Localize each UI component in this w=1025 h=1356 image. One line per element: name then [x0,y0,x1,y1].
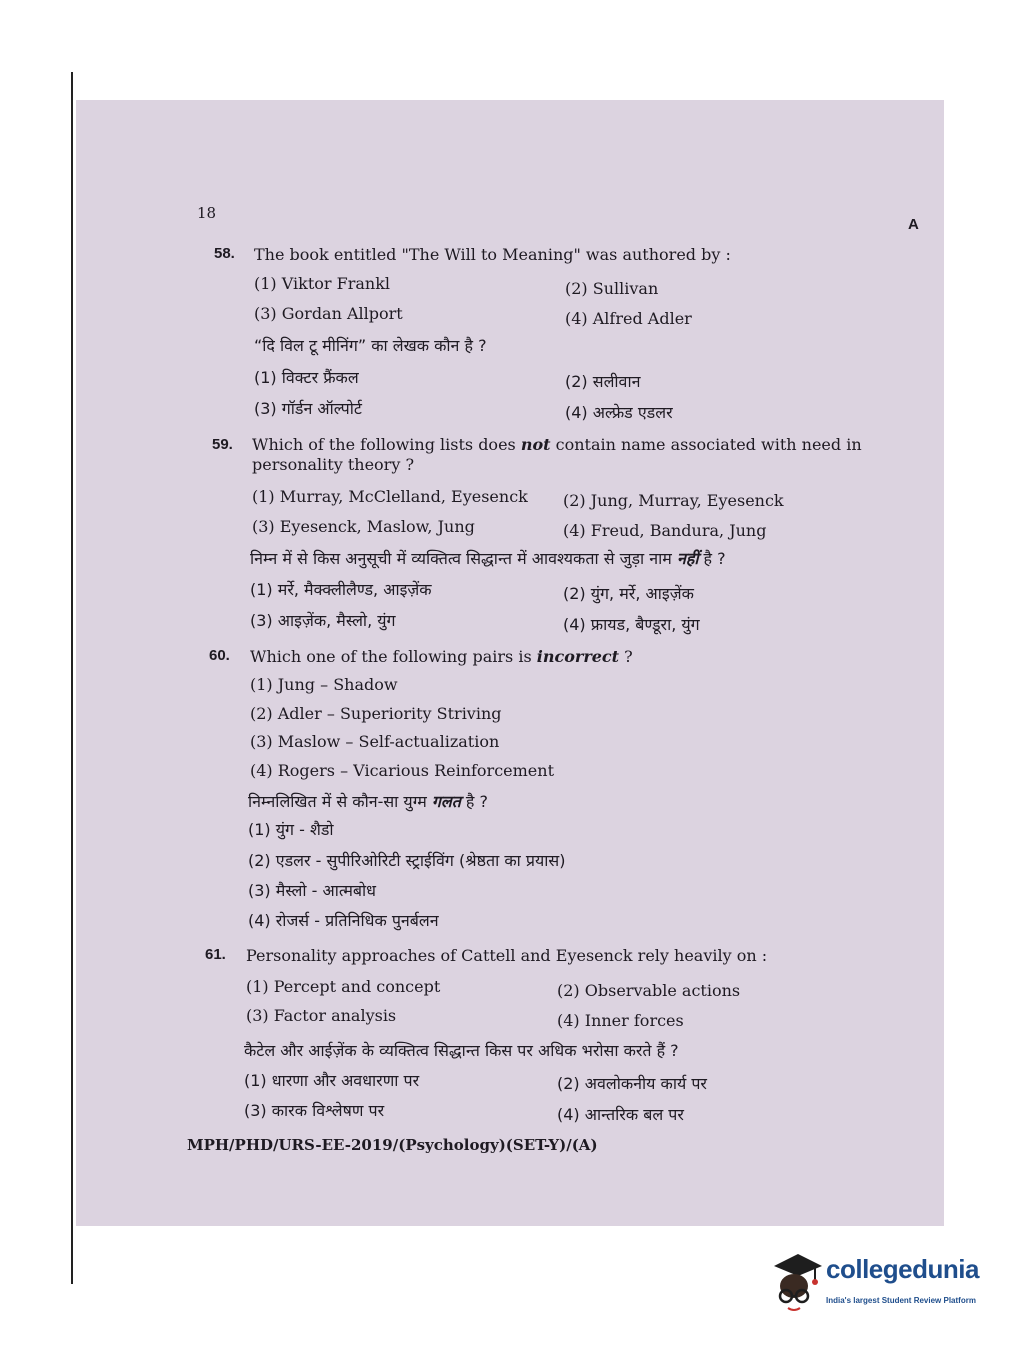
question-text-en: Which of the following lists does not contain name associated with need in personality theory ? [252,435,862,474]
option-hi: (1) धारणा और अवधारणा पर [244,1071,420,1090]
emphasis: not [520,435,551,454]
option-hi: (4) फ्रायड, बैण्डूरा, युंग [563,615,700,634]
option-hi: (2) युंग, मर्रे, आइज़ेंक [563,584,694,603]
set-letter: A [908,216,919,233]
option-en: (1) Jung – Shadow [250,675,398,694]
option-hi: (1) मर्रे, मैक्क्लीलैण्ड, आइज़ेंक [250,580,432,599]
option-hi: (4) अल्फ्रेड एडलर [565,403,673,422]
option-hi: (3) कारक विश्लेषण पर [244,1101,385,1120]
option-hi: (4) रोजर्स - प्रतिनिधिक पुनर्बलन [248,911,439,930]
option-hi: (3) आइज़ेंक, मैस्लो, युंग [250,611,396,630]
option-en: (2) Observable actions [557,981,741,1000]
option-en: (1) Percept and concept [246,977,441,996]
option-en: (3) Factor analysis [246,1006,397,1025]
option-en: (2) Adler – Superiority Striving [250,704,502,723]
question-text-hi: निम्नलिखित में से कौन-सा युग्म गलत है ? [248,792,488,811]
option-hi: (3) गॉर्डन ऑल्पोर्ट [254,399,362,418]
option-en: (1) Viktor Frankl [254,274,391,293]
option-en: (4) Freud, Bandura, Jung [563,521,767,540]
option-hi: (1) युंग - शैडो [248,820,334,839]
option-hi: (1) विक्टर फ्रैंकल [254,368,359,387]
option-hi: (2) एडलर - सुपीरिओरिटी स्ट्राईविंग (श्रेष्ठता का प्रयास) [248,851,566,870]
paper-code-footer: MPH/PHD/URS-EE-2019/(Psychology)(SET-Y)/(A) [187,1136,598,1154]
collegedunia-logo[interactable] [770,1248,1000,1318]
option-en: (3) Eyesenck, Maslow, Jung [252,517,475,536]
question-text-hi: कैटेल और आईज़ेंक के व्यक्तित्व सिद्धान्त किस पर अधिक भरोसा करते हैं ? [244,1041,679,1060]
emphasis: incorrect [536,647,620,666]
option-hi: (2) अवलोकनीय कार्य पर [557,1074,707,1093]
scan-edge-line [71,72,73,1284]
option-en: (1) Murray, McClelland, Eyesenck [252,487,528,506]
emphasis: नहीं [676,549,699,568]
question-number: 61. [205,946,226,963]
logo-tagline: India's largest Student Review Platform [826,1296,976,1305]
option-en: (4) Inner forces [557,1011,684,1030]
question-number: 60. [209,647,230,664]
graduate-mascot-icon [770,1248,824,1318]
question-text-en: The book entitled "The Will to Meaning" was authored by : [254,245,731,264]
page-number: 18 [197,204,217,222]
question-number: 59. [212,436,233,453]
option-hi: (4) आन्तरिक बल पर [557,1105,684,1124]
option-en: (4) Alfred Adler [565,309,692,328]
option-en: (3) Maslow – Self-actualization [250,732,500,751]
emphasis: गलत [431,792,461,811]
option-en: (3) Gordan Allport [254,304,403,323]
option-en: (4) Rogers – Vicarious Reinforcement [250,761,555,780]
option-en: (2) Jung, Murray, Eyesenck [563,491,784,510]
option-hi: (3) मैस्लो - आत्मबोध [248,881,377,900]
question-number: 58. [214,245,235,262]
option-en: (2) Sullivan [565,279,659,298]
option-hi: (2) सलीवान [565,372,641,391]
question-text-hi: “दि विल टू मीनिंग” का लेखक कौन है ? [254,336,487,355]
question-text-en: Which one of the following pairs is incorrect ? [250,647,633,666]
question-text-en: Personality approaches of Cattell and Eyesenck rely heavily on : [246,946,768,965]
logo-wordmark: collegedunia [826,1254,979,1284]
question-text-hi: निम्न में से किस अनुसूची में व्यक्तित्व सिद्धान्त में आवश्यकता से जुड़ा नाम नहीं है ? [250,549,726,568]
